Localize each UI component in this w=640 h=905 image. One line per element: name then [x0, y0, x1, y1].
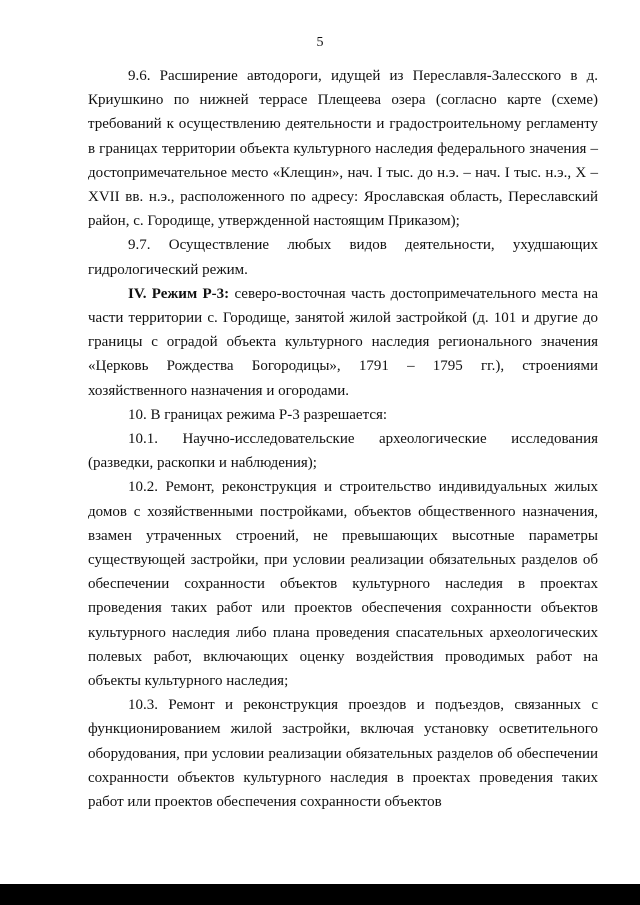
paragraph-10: 10. В границах режима Р-3 разрешается:	[128, 406, 388, 423]
paragraph-10-2: 10.2. Ремонт, реконструкция и строительство индивидуальных жилых домов с хозяйственными постройками, объектов общественного назначения, взамен утраченных строений, не превышающих высотные параметры существующей застройки, при условии реализации обязательных разделов об обеспечении сохранности объектов культурного наследия в проектах проведения таких работ или проектов обеспечения сохранности объектов культурного наследия либо плана проведения спасательных археологических полевых работ, включающих оценку воздействия проводимых работ на объекты культурного наследия;	[88, 479, 598, 690]
paragraph-9-6: 9.6. Расширение автодороги, идущей из Переславля-Залесского в д. Криушкино по нижней террасе Плещеева озера (согласно карте (схеме) требований к осуществлению деятельности и градостроительному регламенту в границах территории объекта культурного наследия федерального значения – достопримечательное место «Клещин», нач. I тыс. до н.э. – нач. I тыс. н.э., X – XVII вв. н.э., расположенного по адресу: Ярославская область, Переславский район, с. Городище, утвержденной настоящим Приказом);	[88, 68, 598, 230]
page-number: 5	[316, 35, 324, 50]
paragraph-9-7: 9.7. Осуществление любых видов деятельности, ухудшающих гидрологический режим.	[88, 237, 598, 278]
scan-bottom-border	[0, 884, 640, 905]
regime-r3-text: северо-восточная часть достопримечательного места на части территории с. Городище, занятой жилой застройкой (д. 101 и другие до границы с оградой объекта культурного наследия регионального значения «Церковь Рождества Богородицы», 1791 – 1795 гг.), строениями хозяйственного назначения и огородами.	[88, 285, 598, 399]
regime-r3-heading: IV. Режим Р-3:	[128, 285, 230, 302]
paragraph-10-3: 10.3. Ремонт и реконструкция проездов и подъездов, связанных с функционированием жилой застройки, включая установку осветительного оборудования, при условии реализации обязательных разделов об обеспечении сохранности объектов культурного наследия в проектах проведения таких работ или проектов обеспечения сохранности объектов	[88, 697, 598, 811]
paragraph-10-1: 10.1. Научно-исследовательские археологические исследования (разведки, раскопки и наблюдения);	[88, 431, 598, 472]
paragraph-regime-r3	[88, 282, 598, 403]
document-body	[88, 64, 598, 814]
